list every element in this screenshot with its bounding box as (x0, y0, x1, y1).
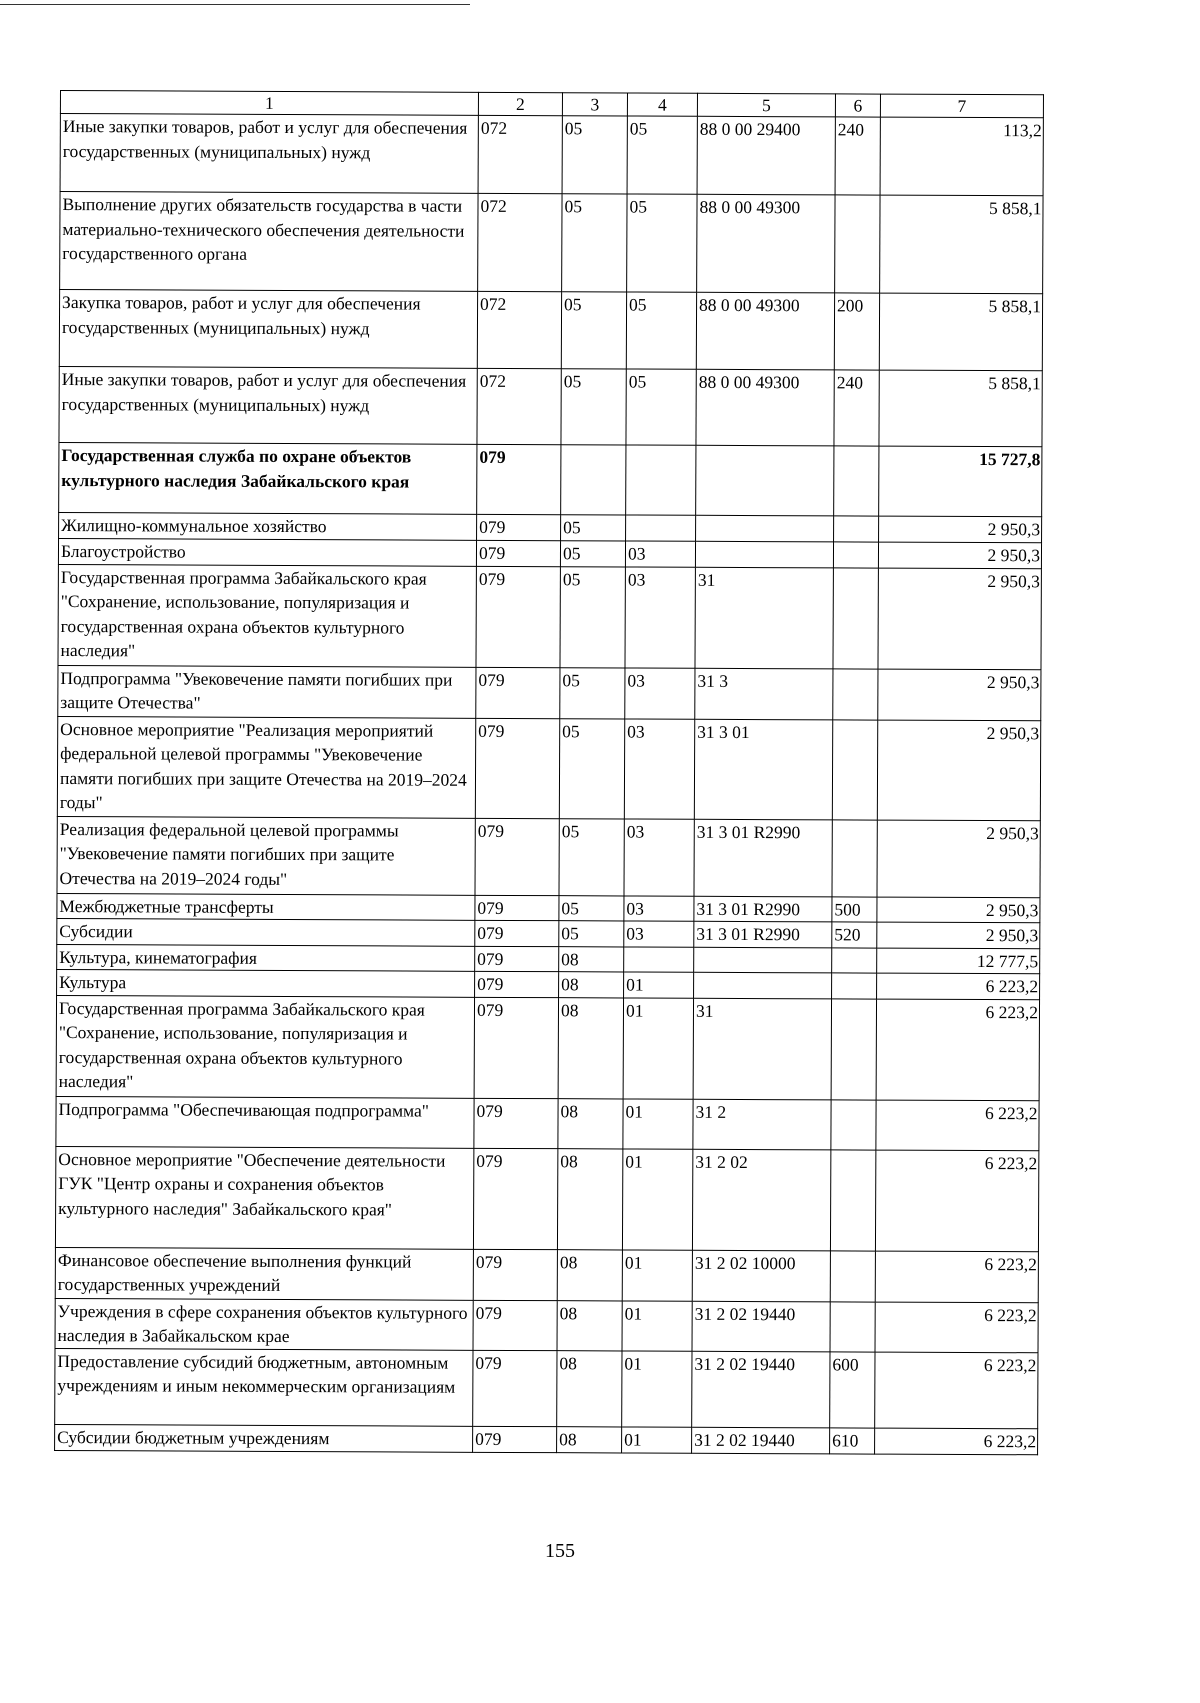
amount-cell: 2 950,3 (877, 820, 1040, 898)
amount-cell: 6 223,2 (875, 1428, 1038, 1455)
code-cell-c3: 05 (559, 895, 624, 921)
code-cell-c6 (834, 516, 879, 542)
row-description: Субсидии (57, 918, 475, 945)
code-cell-c3: 05 (560, 667, 625, 718)
code-cell-c2: 079 (475, 971, 559, 997)
row-description: Государственная программа Забайкальского края "Сохранение, использование, популяризация и государственная охрана объектов культурного наследия" (56, 995, 474, 1098)
code-cell-c4: 01 (623, 997, 693, 1098)
page-number: 155 (545, 1540, 575, 1562)
code-cell-c3: 05 (561, 515, 626, 541)
code-cell-c5 (694, 947, 832, 973)
code-cell-c5: 31 (693, 998, 831, 1100)
code-cell-c4: 05 (626, 369, 696, 445)
code-cell-c3: 08 (557, 1249, 622, 1300)
code-cell-c4: 01 (624, 972, 694, 998)
code-cell-c4 (626, 445, 696, 515)
row-description: Благоустройство (58, 538, 476, 565)
code-cell-c3: 05 (559, 718, 624, 818)
amount-cell: 6 223,2 (877, 973, 1040, 999)
table-row (55, 1146, 1038, 1251)
code-cell-c3: 05 (561, 369, 626, 445)
header-cell: 2 (478, 92, 562, 115)
scan-top-rule (0, 4, 470, 5)
amount-cell: 15 727,8 (879, 446, 1042, 517)
code-cell-c3: 05 (560, 566, 625, 667)
code-cell-c6 (833, 542, 878, 568)
row-description: Предоставление субсидий бюджетным, автономным учреждениям и иным некоммерческим организациям (55, 1348, 473, 1426)
code-cell-c4: 03 (624, 921, 694, 947)
code-cell-c3: 08 (557, 1350, 622, 1426)
code-cell-c6: 240 (834, 370, 879, 446)
row-description: Финансовое обеспечение выполнения функций государственных учреждений (55, 1247, 473, 1300)
code-cell-c2: 072 (477, 368, 561, 444)
table-row (55, 1247, 1038, 1302)
row-description: Иные закупки товаров, работ и услуг для обеспечения государственных (муниципальных) нужд (59, 366, 477, 444)
row-description: Основное мероприятие "Реализация мероприятий федеральной целевой программы "Увековечение памяти погибших при защите Отечества на 2019–2024 годы" (57, 716, 475, 818)
code-cell-c2: 079 (473, 1249, 557, 1300)
amount-cell: 2 950,3 (879, 516, 1042, 543)
code-cell-c4 (624, 946, 694, 972)
code-cell-c3: 08 (559, 946, 624, 972)
code-cell-c4: 01 (622, 1350, 692, 1426)
code-cell-c6 (832, 719, 877, 819)
code-cell-c4: 03 (625, 667, 695, 718)
amount-cell: 2 950,3 (877, 922, 1040, 948)
code-cell-c5: 31 2 (693, 1099, 831, 1150)
amount-cell: 113,2 (880, 117, 1043, 196)
code-cell-c2: 079 (475, 818, 559, 895)
code-cell-c5: 88 0 00 49300 (696, 292, 834, 370)
code-cell-c3 (561, 445, 626, 515)
code-cell-c5 (696, 445, 834, 516)
code-cell-c2: 079 (476, 667, 560, 718)
table-row (60, 114, 1043, 196)
table-row (59, 442, 1042, 516)
code-cell-c4: 03 (624, 895, 694, 921)
amount-cell: 2 950,3 (877, 897, 1040, 923)
code-cell-c2: 079 (477, 444, 561, 514)
row-description: Культура, кинематография (57, 944, 475, 971)
code-cell-c5: 31 3 01 R2990 (694, 819, 832, 897)
table-row (57, 816, 1040, 897)
amount-cell: 5 858,1 (879, 293, 1042, 371)
code-cell-c6: 600 (830, 1351, 875, 1427)
code-cell-c5: 31 2 02 10000 (692, 1250, 830, 1302)
code-cell-c6 (831, 1099, 876, 1149)
amount-cell: 6 223,2 (875, 1150, 1038, 1252)
row-description: Подпрограмма "Увековечение памяти погибших при защите Отечества" (58, 665, 476, 718)
code-cell-c6: 240 (835, 117, 880, 195)
header-cell: 4 (627, 93, 697, 116)
code-cell-c6 (832, 973, 877, 999)
row-description: Государственная программа Забайкальского края "Сохранение, использование, популяризация и государственная охрана объектов культурного наследия" (58, 564, 476, 667)
code-cell-c5: 31 3 01 (694, 719, 832, 820)
amount-cell: 2 950,3 (877, 720, 1040, 821)
header-cell: 1 (60, 91, 478, 116)
code-cell-c2: 079 (474, 1098, 558, 1148)
code-cell-c5: 31 3 (695, 668, 833, 720)
code-cell-c6: 520 (832, 922, 877, 948)
code-cell-c3: 08 (557, 1426, 622, 1452)
code-cell-c3: 05 (561, 292, 626, 369)
code-cell-c2: 072 (478, 193, 562, 291)
code-cell-c3: 05 (562, 194, 627, 292)
row-description: Закупка товаров, работ и услуг для обеспечения государственных (муниципальных) нужд (59, 290, 477, 369)
code-cell-c2: 079 (475, 920, 559, 946)
header-cell: 7 (880, 94, 1043, 118)
code-cell-c4: 03 (624, 818, 694, 895)
table-row (57, 716, 1040, 820)
code-cell-c4: 01 (622, 1249, 692, 1300)
code-cell-c5: 88 0 00 29400 (697, 116, 835, 195)
code-cell-c3: 05 (562, 116, 627, 194)
code-cell-c5: 31 3 01 R2990 (694, 896, 832, 922)
code-cell-c5: 88 0 00 49300 (696, 369, 834, 446)
code-cell-c4: 01 (623, 1098, 693, 1148)
code-cell-c5 (694, 972, 832, 998)
code-cell-c2: 079 (475, 895, 559, 921)
amount-cell: 6 223,2 (875, 1251, 1038, 1303)
code-cell-c4: 01 (622, 1148, 692, 1249)
code-cell-c6 (831, 998, 876, 1099)
table-row (59, 290, 1042, 371)
code-cell-c6 (835, 195, 880, 293)
code-cell-c6 (833, 668, 878, 719)
code-cell-c2: 079 (473, 1350, 557, 1426)
code-cell-c4: 01 (622, 1426, 692, 1452)
code-cell-c2: 079 (477, 514, 561, 540)
header-cell: 3 (562, 93, 627, 116)
table-row (56, 995, 1039, 1100)
code-cell-c2: 079 (474, 997, 558, 1098)
code-cell-c6 (833, 567, 878, 668)
code-cell-c6 (834, 446, 879, 516)
row-description: Выполнение других обязательств государства в части материально-технического обеспечения деятельности государственного органа (60, 192, 478, 292)
code-cell-c5: 31 2 02 19440 (692, 1301, 830, 1352)
code-cell-c5 (695, 541, 833, 567)
code-cell-c6 (830, 1301, 875, 1351)
code-cell-c6 (832, 947, 877, 973)
row-description: Подпрограмма "Обеспечивающая подпрограмма" (56, 1096, 474, 1148)
budget-table (54, 90, 1044, 1455)
code-cell-c3: 05 (560, 541, 625, 567)
code-cell-c3: 08 (557, 1300, 622, 1350)
row-description: Государственная служба по охране объектов культурного наследия Забайкальского края (59, 442, 477, 514)
code-cell-c5: 31 (695, 567, 833, 669)
row-description: Учреждения в сфере сохранения объектов культурного наследия в Забайкальском крае (55, 1298, 473, 1350)
code-cell-c2: 079 (473, 1148, 557, 1249)
header-cell: 5 (697, 93, 835, 117)
code-cell-c3: 08 (558, 1098, 623, 1148)
amount-cell: 5 858,1 (880, 195, 1043, 294)
row-description: Иные закупки товаров, работ и услуг для обеспечения государственных (муниципальных) нужд (60, 114, 478, 194)
code-cell-c5: 31 2 02 19440 (692, 1427, 830, 1454)
code-cell-c4: 03 (625, 566, 695, 667)
row-description: Межбюджетные трансферты (57, 893, 475, 920)
row-description: Субсидии бюджетным учреждениям (55, 1424, 473, 1452)
code-cell-c2: 079 (476, 540, 560, 566)
code-cell-c4: 03 (625, 541, 695, 567)
amount-cell: 6 223,2 (876, 999, 1039, 1101)
code-cell-c4: 05 (627, 116, 697, 194)
table-row (55, 1348, 1038, 1428)
code-cell-c4: 05 (626, 292, 696, 369)
amount-cell: 12 777,5 (877, 948, 1040, 974)
amount-cell: 2 950,3 (878, 669, 1041, 721)
table-row (60, 192, 1043, 294)
amount-cell: 6 223,2 (875, 1302, 1038, 1353)
table-row (55, 1424, 1038, 1454)
code-cell-c2: 079 (475, 718, 559, 818)
code-cell-c2: 072 (477, 291, 561, 368)
header-cell: 6 (835, 94, 880, 117)
amount-cell: 6 223,2 (875, 1352, 1038, 1429)
code-cell-c3: 08 (558, 997, 623, 1098)
code-cell-c6 (830, 1250, 875, 1301)
code-cell-c6: 500 (832, 896, 877, 922)
code-cell-c5: 88 0 00 49300 (697, 194, 835, 293)
code-cell-c4: 05 (627, 194, 697, 292)
code-cell-c3: 05 (559, 921, 624, 947)
code-cell-c2: 079 (473, 1426, 557, 1452)
code-cell-c3: 05 (559, 818, 624, 895)
code-cell-c4: 01 (622, 1300, 692, 1350)
code-cell-c2: 072 (478, 115, 562, 193)
code-cell-c2: 079 (475, 946, 559, 972)
table-row (58, 665, 1041, 720)
table-row (57, 944, 1040, 974)
code-cell-c6 (832, 819, 877, 896)
amount-cell: 2 950,3 (878, 542, 1041, 568)
code-cell-c5: 31 3 01 R2990 (694, 921, 832, 947)
table-row (58, 564, 1041, 669)
code-cell-c5: 31 2 02 (692, 1149, 830, 1251)
table-row (57, 893, 1040, 923)
row-description: Реализация федеральной целевой программы "Увековечение памяти погибших при защите Отечества на 2019–2024 годы" (57, 816, 475, 895)
code-cell-c3: 08 (557, 1148, 622, 1249)
row-description: Основное мероприятие "Обеспечение деятельности ГУК "Центр охраны и сохранения объектов культурного наследия" Забайкальского края" (55, 1146, 473, 1249)
row-description: Культура (57, 969, 475, 996)
code-cell-c5 (696, 515, 834, 542)
table-row (59, 366, 1042, 446)
code-cell-c5: 31 2 02 19440 (692, 1351, 830, 1428)
code-cell-c2: 079 (476, 566, 560, 667)
code-cell-c6: 200 (834, 293, 879, 370)
code-cell-c3: 08 (559, 972, 624, 998)
code-cell-c4 (626, 515, 696, 541)
row-description: Жилищно-коммунальное хозяйство (59, 512, 477, 540)
amount-cell: 5 858,1 (879, 370, 1042, 447)
amount-cell: 2 950,3 (878, 568, 1041, 670)
code-cell-c2: 079 (473, 1300, 557, 1350)
amount-cell: 6 223,2 (876, 1100, 1039, 1151)
code-cell-c6 (830, 1149, 875, 1250)
table-row (55, 1298, 1038, 1352)
table-row (56, 1096, 1039, 1150)
code-cell-c6: 610 (830, 1427, 875, 1453)
code-cell-c4: 03 (624, 718, 694, 818)
